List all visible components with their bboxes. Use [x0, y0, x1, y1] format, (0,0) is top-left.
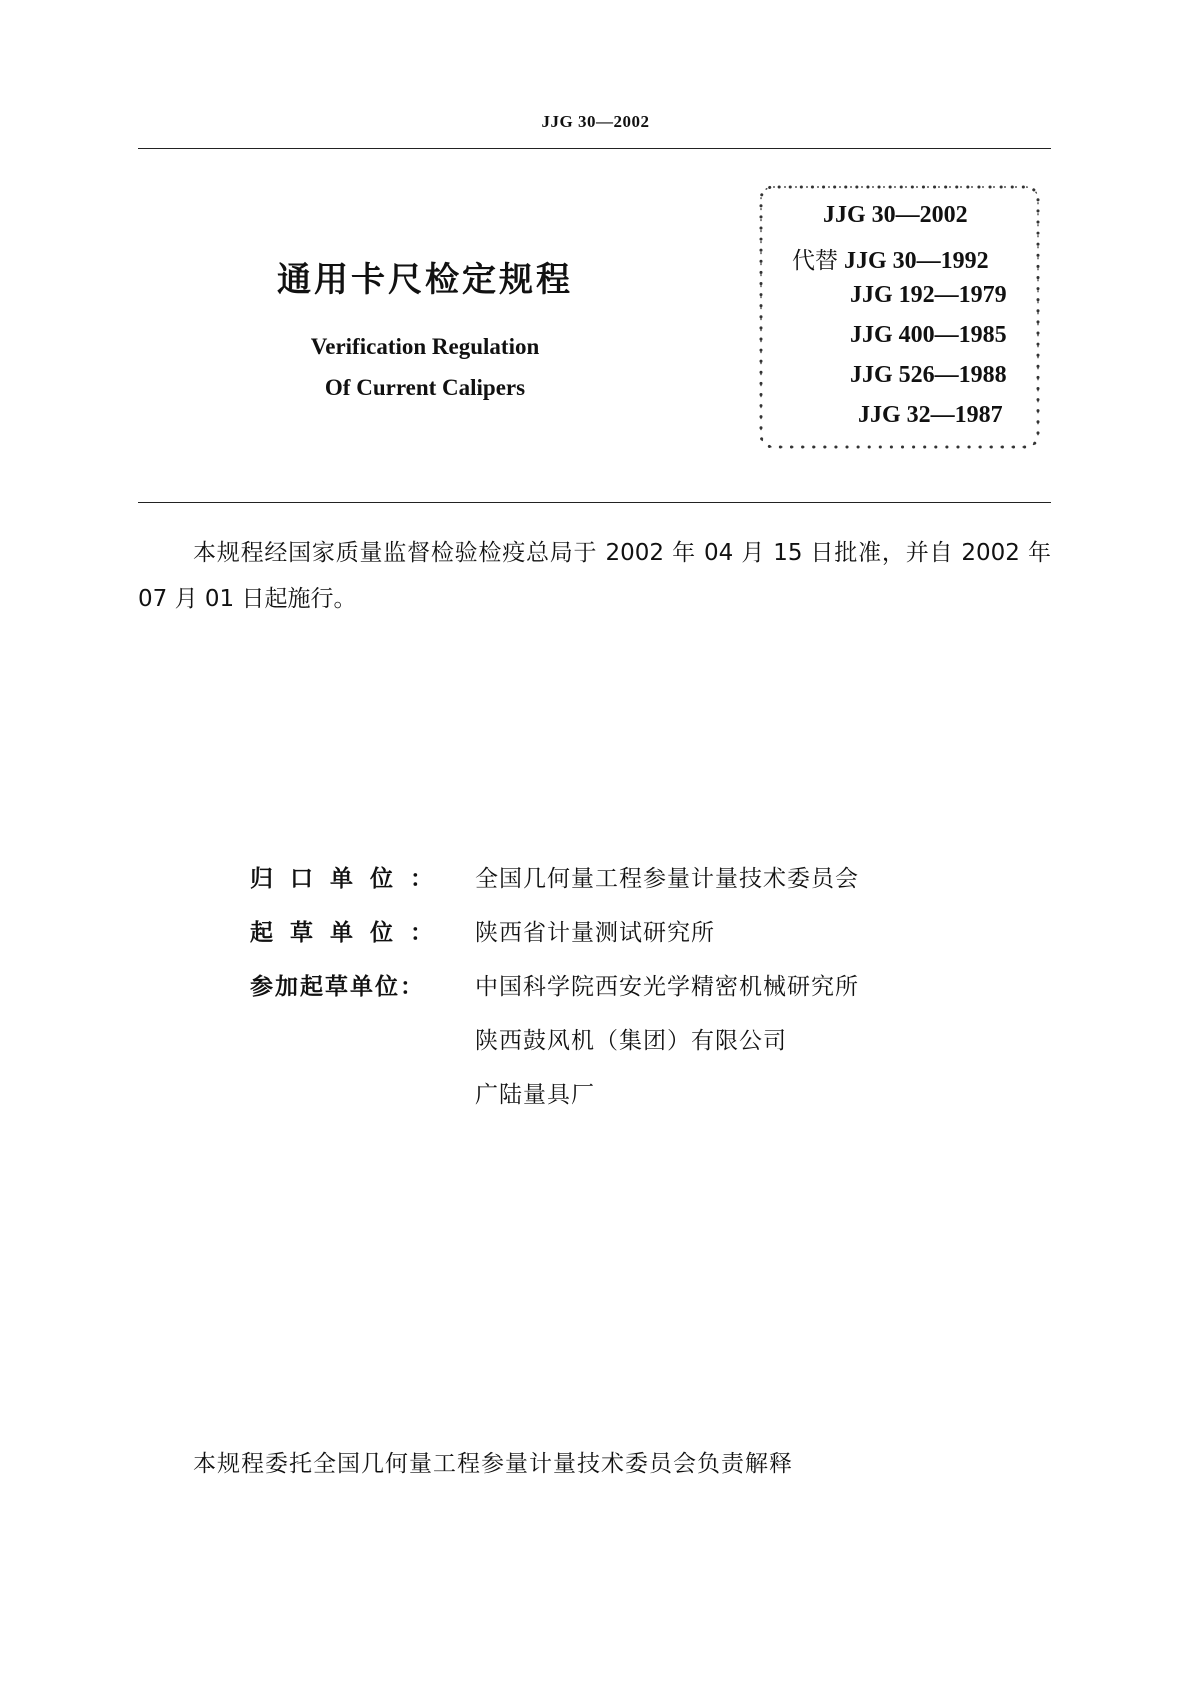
current-standard-code: JJG 30—2002 — [823, 202, 968, 228]
org-label: 归口单位： — [250, 866, 450, 892]
standard-code-box — [757, 183, 1042, 451]
org-label: 参加起草单位： — [250, 974, 425, 1000]
header-standard-code: JJG 30—2002 — [541, 112, 650, 131]
document-title-chinese: 通用卡尺检定规程 — [277, 260, 573, 300]
approval-statement: 本规程经国家质量监督检验检疫总局于 2002 年 04 月 15 日批准，并自 2002 年 07 月 01 日起施行。 — [138, 540, 1051, 612]
org-value: 全国几何量工程参量计量技术委员会 — [475, 866, 859, 892]
replaced-code: JJG 30—1992 — [844, 248, 989, 274]
replaced-code: JJG 192—1979 — [850, 282, 1007, 308]
document-title-english-line2: Of Current Calipers — [324, 375, 526, 400]
replaced-code: JJG 32—1987 — [858, 402, 1003, 428]
org-value: 中国科学院西安光学精密机械研究所 — [475, 974, 859, 1000]
replaces-prefix: 代替 — [792, 248, 838, 274]
interpretation-note: 本规程委托全国几何量工程参量计量技术委员会负责解释 — [193, 1451, 793, 1477]
org-label: 起草单位： — [250, 920, 450, 946]
document-title-english-line1: Verification Regulation — [310, 334, 540, 359]
replaces-line — [792, 242, 989, 275]
org-value: 陕西鼓风机（集团）有限公司 — [475, 1028, 787, 1054]
replaced-code: JJG 526—1988 — [850, 362, 1007, 388]
top-divider — [138, 148, 1051, 149]
replaced-code: JJG 400—1985 — [850, 322, 1007, 348]
middle-divider — [138, 502, 1051, 503]
org-value: 陕西省计量测试研究所 — [475, 920, 715, 946]
org-value: 广陆量具厂 — [475, 1082, 595, 1108]
